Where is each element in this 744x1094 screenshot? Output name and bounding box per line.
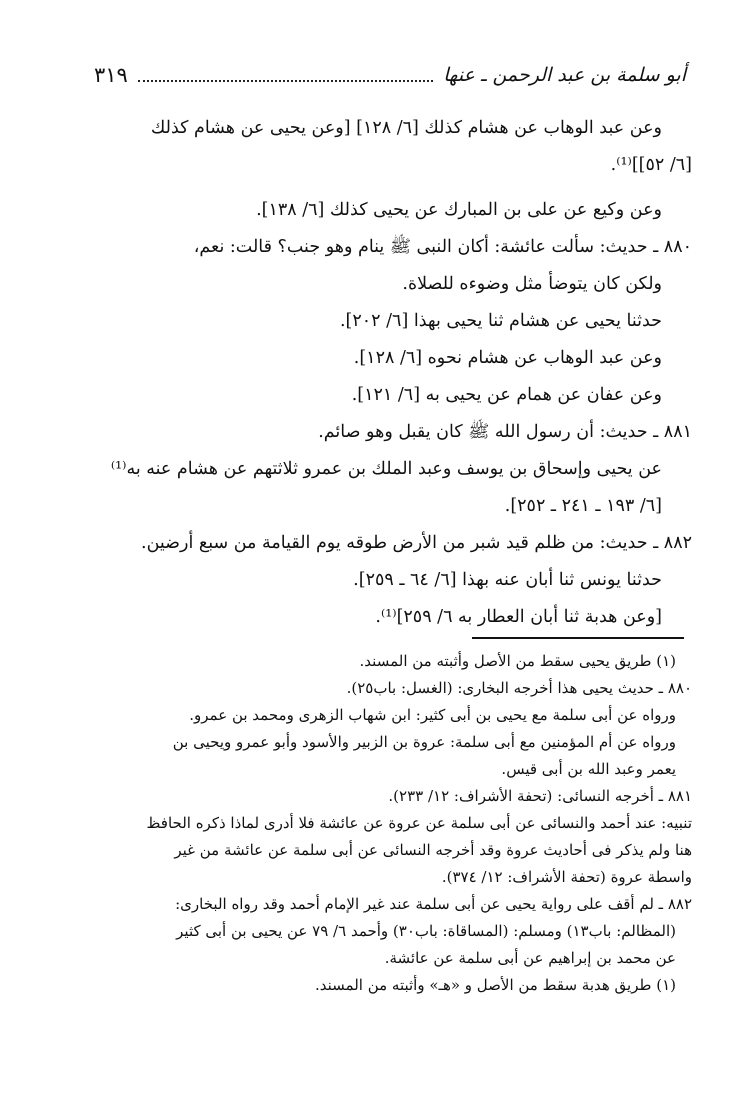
hadith-881-heading: ٨٨١ ـ حديث: أن رسول الله ﷺ كان يقبل وهو صائم. xyxy=(318,422,692,442)
footnote-line: (المظالم: باب١٣) ومسلم: (المساقاة: باب٣٠) وأحمد ٦/ ٧٩ عن يحيى بن أبى كثير xyxy=(176,922,676,940)
text-line: وعن عبد الوهاب عن هشام نحوه [٦/ ١٢٨]. xyxy=(353,348,662,368)
text-line: عن يحيى وإسحاق بن يوسف وعبد الملك بن عمرو ثلاثتهم عن هشام عنه به⁽¹⁾ xyxy=(110,459,662,479)
hadith-880-heading: ٨٨٠ ـ حديث: سألت عائشة: أكان النبى ﷺ ينام وهو جنب؟ قالت: نعم، xyxy=(193,237,692,257)
footnote-line: ورواه عن أم المؤمنين مع أبى سلمة: عروة بن الزبير والأسود وأبو عمرو ويحيى بن xyxy=(172,733,676,751)
footnote-divider xyxy=(472,637,684,639)
footnote-line: تنبيه: عند أحمد والنسائى عن أبى سلمة عن عروة عن عائشة فلا أدرى لماذا ذكره الحافظ xyxy=(146,814,692,832)
text-line: وعن عبد الوهاب عن هشام كذلك [٦/ ١٢٨] [وعن يحيى عن هشام كذلك xyxy=(150,118,662,138)
footnote-line: (١) طريق هدبة سقط من الأصل و «هـ» وأثبته من المسند. xyxy=(314,976,676,994)
text-line: [٦/ ٥٢]]⁽¹⁾. xyxy=(610,155,692,175)
main-text xyxy=(92,110,692,636)
header-dotted-leader xyxy=(138,68,433,82)
text-line: [وعن هدبة ثنا أبان العطار به ٦/ ٢٥٩]⁽¹⁾. xyxy=(375,607,662,627)
footnote-line: (١) طريق يحيى سقط من الأصل وأثبته من المسند. xyxy=(359,652,676,670)
page-number: ٣١٩ xyxy=(94,63,128,87)
text-line: وعن عفان عن همام عن يحيى به [٦/ ١٢١]. xyxy=(351,385,662,405)
footnote-line: يعمر وعبد الله بن أبى قيس. xyxy=(501,760,676,778)
hadith-882-heading: ٨٨٢ ـ حديث: من ظلم قيد شبر من الأرض طوقه يوم القيامة من سبع أرضين. xyxy=(141,533,692,553)
text-line: حدثنا يونس ثنا أبان عنه بهذا [٦/ ٦٤ ـ ٢٥٩]. xyxy=(353,570,662,590)
text-line: حدثنا يحيى عن هشام ثنا يحيى بهذا [٦/ ٢٠٢]. xyxy=(339,311,662,331)
running-title: أبو سلمة بن عبد الرحمن ـ عنها xyxy=(443,64,686,86)
footnote-line: عن محمد بن إبراهيم عن أبى سلمة عن عائشة. xyxy=(384,949,676,967)
text-line: ولكن كان يتوضأ مثل وضوءه للصلاة. xyxy=(402,274,662,294)
page-header xyxy=(94,60,686,90)
footnotes xyxy=(96,648,692,999)
footnote-line: ورواه عن أبى سلمة مع يحيى بن أبى كثير: ابن شهاب الزهرى ومحمد بن عمرو. xyxy=(189,706,676,724)
footnote-line: ٨٨٢ ـ لم أقف على رواية يحيى عن أبى سلمة عند غير الإمام أحمد وقد رواه البخارى: xyxy=(175,895,692,913)
footnote-line: ٨٨١ ـ أخرجه النسائى: (تحفة الأشراف: ١٢/ ٢٣٣). xyxy=(388,787,692,805)
text-line: [٦/ ١٩٣ ـ ٢٤١ ـ ٢٥٢]. xyxy=(504,496,662,516)
footnote-line: هنا ولم يذكر فى أحاديث عروة وقد أخرجه النسائى عن أبى سلمة عن عائشة من غير xyxy=(174,841,692,859)
footnote-line: ٨٨٠ ـ حديث يحيى هذا أخرجه البخارى: (الغسل: باب٢٥). xyxy=(346,679,692,697)
footnote-line: واسطة عروة (تحفة الأشراف: ١٢/ ٣٧٤). xyxy=(441,868,692,886)
text-line: وعن وكيع عن على بن المبارك عن يحيى كذلك [٦/ ١٣٨]. xyxy=(256,200,662,220)
